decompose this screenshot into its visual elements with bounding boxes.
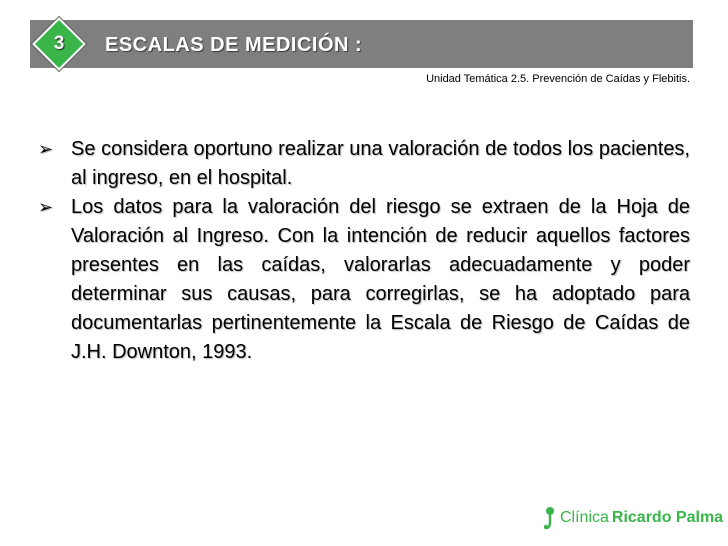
arrow-bullet-icon: ➢ bbox=[38, 139, 54, 159]
bullet-list bbox=[38, 135, 690, 367]
logo-text-name: Ricardo Palma bbox=[611, 509, 724, 526]
clinic-logo bbox=[543, 505, 723, 531]
slide-subtitle: Unidad Temática 2.5. Prevención de Caídas y Flebitis. bbox=[426, 73, 690, 85]
bullet-item bbox=[38, 193, 690, 367]
bullet-item bbox=[38, 135, 690, 193]
slide-title: ESCALAS DE MEDICIÓN : bbox=[105, 34, 363, 56]
arrow-bullet-icon: ➢ bbox=[38, 197, 54, 217]
stethoscope-icon bbox=[543, 506, 557, 530]
logo-text-clinica: Clínica bbox=[560, 509, 609, 526]
bullet-text: Se considera oportuno realizar una valoración de todos los pacientes, al ingreso, en el hospital. bbox=[71, 138, 690, 189]
section-number: 3 bbox=[53, 33, 65, 54]
bullet-text: Los datos para la valoración del riesgo se extraen de la Hoja de Valoración al Ingreso. Con la intención de reducir aquellos factores presentes en las caídas, valorarlas adecuadamente y poder determinar sus causas, para corregirlas, se ha adoptado para documentarlas pertinentemente la Escala de Riesgo de Caídas de J.H. Downton, 1993. bbox=[71, 196, 690, 363]
